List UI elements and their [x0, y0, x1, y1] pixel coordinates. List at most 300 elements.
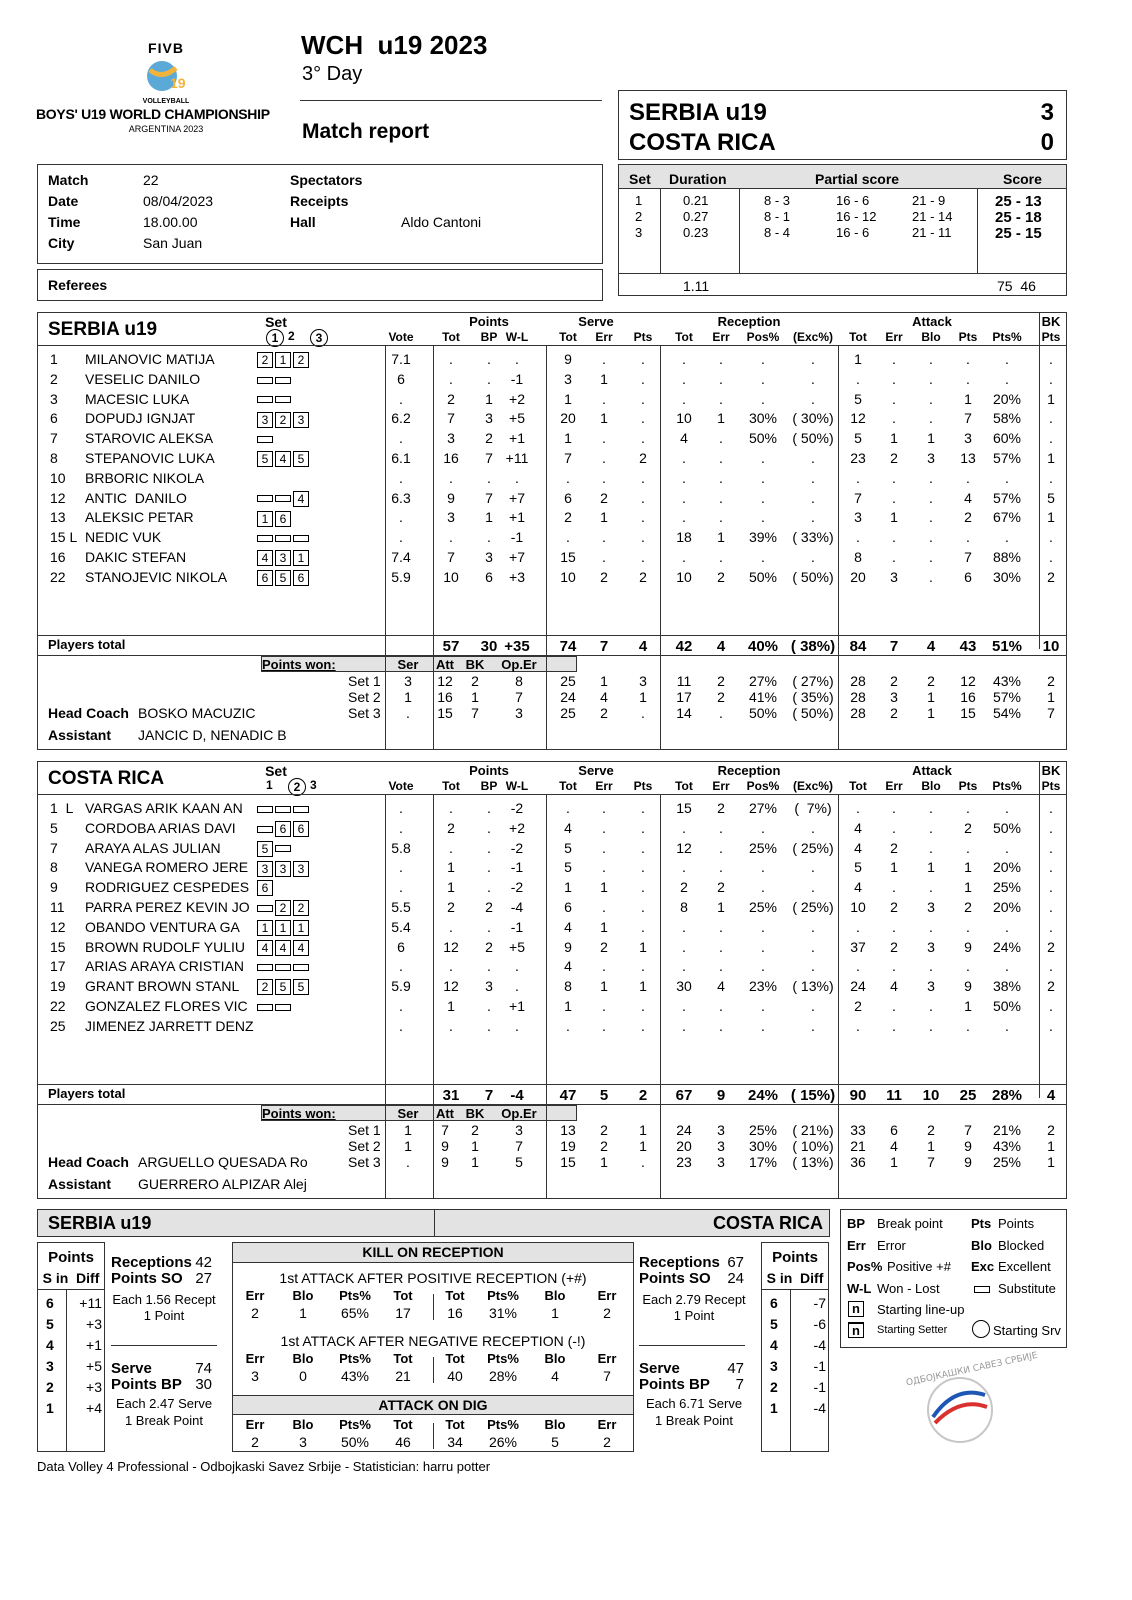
stat-cell: .: [811, 370, 815, 387]
stat-cell: .: [761, 1017, 765, 1034]
match-time: 18.00.00: [143, 214, 198, 230]
kill-on-reception-box: KILL ON RECEPTION 1st ATTACK AFTER POSITIVE RECEPTION (+#) 1st ATTACK AFTER NEGATIVE RECEPTION (-!) ATTACK ON DIG Err 2 Blo 1 Pts% 65% Tot 17 Tot 16 Pts% 31% Blo 1 Err 2 Err 3 Blo 0 Pts% 43% Tot 21 Tot 40 Pts% 28% Blo 4 Err 7 Err 2 Blo 3 Pts% 50% Tot 46 Tot 34 Pts% 26% Blo 5 Err 2: [232, 1242, 634, 1452]
kill-stat: 46: [395, 1434, 411, 1450]
total-cell: 5: [599, 1087, 609, 1104]
player-name: ANTIC DANILO: [85, 489, 187, 506]
player-name: GONZALEZ FLORES VIC: [85, 998, 248, 1014]
assistant-coach: JANCIC D, NENADIC B: [138, 727, 287, 743]
serbia-reception-summary: Receptions 42 Points SO 27 Each 1.56 Recept 1 Point Serve 74 Points BP 30 Each 2.47 Serve 1 Break Point: [111, 1254, 216, 1428]
stat-cell: .: [487, 918, 491, 935]
set-p2: 16 - 6: [836, 193, 870, 208]
total-cell: 7: [889, 638, 899, 655]
stat-cell: .: [515, 958, 519, 975]
stat-cell: .: [761, 509, 765, 526]
player-sets: 4 4 4: [256, 939, 310, 956]
stat-cell: .: [929, 879, 933, 896]
stat-cell: .: [602, 958, 606, 975]
stat-cell: 3: [485, 549, 493, 565]
stat-cell: 2: [717, 568, 725, 585]
kill-stat: 26%: [488, 1434, 518, 1450]
stat-cell: 20: [850, 568, 866, 585]
stat-cell: 7: [485, 489, 493, 506]
day-label: 3° Day: [302, 63, 363, 85]
total-cell: 9: [716, 1087, 726, 1104]
player-sets: 4: [256, 490, 310, 507]
stat-cell: .: [566, 1017, 570, 1034]
stat-cell: 7: [447, 410, 455, 427]
stat-cell: 4: [854, 839, 862, 856]
stat-cell: 2: [964, 509, 972, 526]
stat-cell: .: [399, 529, 403, 546]
logo-title: BOYS' U19 WORLD CHAMPIONSHIP: [36, 106, 270, 122]
match-city: San Juan: [143, 235, 203, 251]
stat-cell: .: [515, 469, 519, 486]
stat-cell: 2: [964, 819, 972, 836]
player-name: PARRA PEREZ KEVIN JO: [85, 899, 250, 915]
player-sets: 4 3 1: [256, 549, 310, 566]
stat-cell: .: [641, 839, 645, 856]
stat-cell: 1: [564, 879, 572, 896]
stat-cell: 5: [854, 859, 862, 876]
stat-cell: -2: [510, 839, 524, 856]
stat-cell: .: [811, 549, 815, 565]
stat-cell: .: [1049, 370, 1053, 387]
total-cell: -4: [510, 1087, 524, 1104]
stat-cell: .: [602, 899, 606, 915]
stat-cell: .: [892, 800, 896, 816]
stat-cell: 3: [447, 430, 455, 447]
player-number: 8: [50, 859, 58, 876]
player-name: BROWN RUDOLF YULIU: [85, 938, 245, 955]
stat-cell: 2: [890, 839, 898, 856]
stat-cell: .: [449, 370, 453, 387]
player-number: 1 L: [50, 800, 74, 816]
stat-cell: 1: [639, 978, 647, 995]
stat-cell: 3: [927, 899, 935, 915]
stat-cell: ( 7%): [794, 800, 832, 816]
stat-cell: .: [641, 1017, 645, 1034]
kill-stat: 16: [447, 1305, 463, 1321]
stat-cell: .: [719, 450, 723, 466]
stat-cell: .: [1049, 998, 1053, 1014]
total-cell: 30: [480, 638, 498, 655]
stat-cell: .: [487, 958, 491, 975]
stat-cell: .: [719, 390, 723, 407]
stat-cell: .: [641, 410, 645, 427]
stat-cell: .: [929, 469, 933, 486]
stat-cell: .: [682, 918, 686, 935]
stat-cell: .: [1049, 549, 1053, 565]
stat-cell: 30: [676, 978, 692, 995]
total-cell: 4: [926, 638, 936, 655]
stat-cell: 5: [1047, 489, 1055, 506]
stat-cell: ( 33%): [792, 529, 834, 546]
stat-cell: -4: [510, 899, 524, 915]
player-name: RODRIGUEZ CESPEDES: [85, 879, 250, 896]
head-coach: BOSKO MACUZIC: [138, 705, 256, 721]
set-p3: 21 - 9: [912, 193, 946, 208]
stat-cell: .: [856, 370, 860, 387]
stat-cell: 4: [564, 958, 572, 975]
player-name: STANOJEVIC NIKOLA: [85, 568, 228, 585]
player-name: DAKIC STEFAN: [85, 549, 187, 565]
stat-cell: 1: [854, 351, 862, 367]
summary-header: [37, 1209, 830, 1237]
stat-cell: 1: [1047, 390, 1055, 407]
stat-cell: 2: [964, 899, 972, 915]
set-mark: 2: [288, 329, 295, 343]
stat-cell: -2: [510, 879, 524, 896]
player-number: 6: [50, 410, 58, 427]
stat-cell: 4: [964, 489, 972, 506]
set-p3: 21 - 14: [912, 209, 953, 224]
team1-sets-won: 3: [1040, 99, 1054, 126]
set-duration: 0.27: [683, 209, 709, 224]
kill-stat: 0: [299, 1368, 307, 1384]
kill-stat: 17: [395, 1305, 411, 1321]
stat-cell: .: [856, 469, 860, 486]
stat-cell: .: [641, 489, 645, 506]
stat-cell: .: [602, 351, 606, 367]
stat-cell: .: [449, 800, 453, 816]
player-name: CORDOBA ARIAS DAVI: [85, 819, 236, 836]
player-number: 13: [50, 509, 66, 526]
set-score: 25 - 15: [995, 225, 1042, 242]
footer-text: Data Volley 4 Professional - Odbojkaski Savez Srbije - Statistician: harru potter: [37, 1459, 491, 1474]
stat-cell: 7: [964, 549, 972, 565]
stat-cell: .: [1049, 958, 1053, 975]
stat-cell: .: [449, 529, 453, 546]
stat-cell: 9: [564, 938, 572, 955]
total-cell: 4: [638, 638, 648, 655]
total-cell: 42: [675, 638, 693, 655]
stat-cell: .: [761, 879, 765, 896]
stat-cell: 2: [485, 430, 493, 447]
stat-cell: -1: [510, 918, 524, 935]
player-number: 16: [50, 549, 66, 565]
total-points: 75 46: [997, 278, 1036, 294]
stat-cell: 1: [447, 879, 455, 896]
stat-cell: 1: [600, 410, 608, 427]
stat-cell: .: [515, 978, 519, 995]
total-cell: 84: [849, 638, 867, 655]
kill-stat: 4: [551, 1368, 559, 1384]
stat-cell: 2: [447, 899, 455, 915]
stat-cell: .: [892, 351, 896, 367]
kill-stat: 31%: [488, 1305, 518, 1321]
stat-cell: +3: [509, 568, 525, 585]
stat-cell: .: [966, 469, 970, 486]
stat-cell: 3: [485, 978, 493, 995]
stat-cell: .: [811, 450, 815, 466]
stat-cell: 12: [443, 978, 459, 995]
stat-cell: .: [966, 918, 970, 935]
stat-cell: .: [641, 430, 645, 447]
match-score-box: [618, 90, 1067, 160]
stat-cell: 1: [639, 938, 647, 955]
stat-cell: .: [856, 918, 860, 935]
stat-cell: 60%: [992, 430, 1022, 447]
stat-cell: 8: [680, 899, 688, 915]
stat-cell: 7.1: [391, 351, 411, 367]
kill-stat: 2: [251, 1305, 259, 1321]
stat-cell: .: [1049, 839, 1053, 856]
player-number: 12: [50, 489, 66, 506]
stat-cell: 5: [854, 430, 862, 447]
stat-cell: .: [892, 529, 896, 546]
stat-cell: 1: [927, 859, 935, 876]
stat-cell: 20: [560, 410, 576, 427]
player-number: 10: [50, 469, 66, 486]
stat-cell: .: [487, 859, 491, 876]
stat-cell: .: [966, 1017, 970, 1034]
stat-cell: 5.4: [391, 918, 411, 935]
stat-cell: 3: [890, 568, 898, 585]
set-duration: 0.23: [683, 225, 709, 240]
stat-cell: +7: [509, 549, 525, 565]
costa-reception-summary: Receptions 67 Points SO 24 Each 2.79 Recept 1 Point Serve 47 Points BP 7 Each 6.71 Serve 1 Break Point: [639, 1254, 746, 1428]
stat-cell: .: [892, 469, 896, 486]
stat-cell: 2: [1047, 978, 1055, 995]
stat-cell: .: [929, 839, 933, 856]
total-cell: 7: [599, 638, 609, 655]
stat-cell: .: [892, 410, 896, 427]
stat-cell: .: [719, 839, 723, 856]
stat-cell: .: [487, 370, 491, 387]
stat-cell: .: [966, 370, 970, 387]
player-name: VANEGA ROMERO JERE: [85, 859, 249, 876]
set-p3: 21 - 11: [912, 225, 952, 240]
stat-cell: .: [682, 819, 686, 836]
player-name: ARAYA ALAS JULIAN: [85, 839, 221, 856]
stat-cell: .: [929, 819, 933, 836]
player-name: ALEKSIC PETAR: [85, 509, 194, 526]
stat-cell: .: [449, 958, 453, 975]
stat-cell: .: [487, 879, 491, 896]
kill-stat: 2: [251, 1434, 259, 1450]
stat-cell: 24: [850, 978, 866, 995]
set-p2: 16 - 12: [836, 209, 877, 224]
stat-cell: 5.9: [391, 978, 411, 995]
set-set: 3: [635, 225, 643, 240]
stat-cell: 1: [890, 430, 898, 447]
player-sets: 5 4 5: [256, 450, 310, 467]
stat-cell: .: [811, 819, 815, 836]
stat-cell: .: [1005, 351, 1009, 367]
kill-stat: 7: [603, 1368, 611, 1384]
match-date: 08/04/2023: [143, 193, 214, 209]
stat-cell: 20%: [992, 859, 1022, 876]
player-number: 3: [50, 390, 58, 407]
page-title: WCH u19 2023: [301, 30, 488, 60]
stat-cell: .: [449, 469, 453, 486]
player-name: NEDIC VUK: [85, 529, 162, 546]
stat-cell: +1: [509, 998, 525, 1014]
stat-cell: 6.2: [391, 410, 411, 427]
player-number: 25: [50, 1017, 66, 1034]
stat-cell: 30%: [748, 410, 778, 427]
stat-cell: .: [761, 351, 765, 367]
match-info-box: Match 22 Date 08/04/2023 Time 18.00.00 City San Juan Spectators Receipts Hall Aldo Cantoni: [37, 164, 603, 264]
stat-cell: .: [641, 819, 645, 836]
substitute-icon: [974, 1286, 990, 1293]
player-sets: [256, 391, 292, 407]
stat-cell: 5: [564, 839, 572, 856]
stat-cell: .: [892, 879, 896, 896]
stat-cell: 6: [397, 938, 405, 955]
stat-cell: 13: [960, 450, 976, 466]
stat-cell: .: [399, 859, 403, 876]
stat-cell: 12: [850, 410, 866, 427]
kill-stat: 34: [447, 1434, 463, 1450]
set-score: 25 - 13: [995, 193, 1042, 210]
player-name: BRBORIC NIKOLA: [85, 469, 205, 486]
stat-cell: 1: [717, 529, 725, 546]
kill-stat: 28%: [488, 1368, 518, 1384]
stat-cell: .: [399, 390, 403, 407]
stat-cell: .: [929, 410, 933, 427]
stat-cell: .: [1005, 800, 1009, 816]
stat-cell: 1: [564, 430, 572, 447]
stat-cell: +1: [509, 509, 525, 526]
stat-cell: .: [1005, 469, 1009, 486]
stat-cell: 2: [485, 938, 493, 955]
player-number: 11: [50, 899, 65, 915]
stat-cell: ( 50%): [792, 430, 834, 447]
total-cell: 57: [442, 638, 460, 655]
stat-cell: .: [929, 918, 933, 935]
stat-cell: 20%: [992, 390, 1022, 407]
stat-cell: .: [682, 549, 686, 565]
stat-cell: .: [929, 529, 933, 546]
stat-cell: 1: [964, 390, 972, 407]
stat-cell: .: [641, 998, 645, 1014]
player-number: 15: [50, 938, 66, 955]
total-cell: 4: [716, 638, 726, 655]
stat-cell: 6: [397, 370, 405, 387]
stat-cell: .: [399, 509, 403, 526]
stat-cell: .: [641, 879, 645, 896]
stat-cell: .: [1005, 1017, 1009, 1034]
stat-cell: .: [761, 450, 765, 466]
stat-cell: .: [811, 859, 815, 876]
assistant-coach: GUERRERO ALPIZAR Alej: [138, 1176, 307, 1192]
stat-cell: .: [892, 370, 896, 387]
stat-cell: .: [1005, 918, 1009, 935]
stat-cell: 2: [854, 998, 862, 1014]
stat-cell: .: [761, 370, 765, 387]
stat-cell: .: [719, 430, 723, 447]
stat-cell: 16: [443, 450, 459, 466]
stat-cell: +5: [509, 410, 525, 427]
stat-cell: .: [682, 1017, 686, 1034]
stat-cell: .: [929, 1017, 933, 1034]
costa-points-by-setter: Points S in Diff 6 -7 5 -6 4 -4 3 -1 2 -1 1 -4: [761, 1242, 829, 1452]
logo-subtitle: ARGENTINA 2023: [128, 124, 204, 134]
set-mark: 3: [310, 329, 328, 347]
stat-cell: .: [719, 938, 723, 955]
stat-cell: 50%: [992, 998, 1022, 1014]
stat-cell: 4: [680, 430, 688, 447]
stat-cell: .: [602, 998, 606, 1014]
player-name: STAROVIC ALEKSA: [85, 430, 214, 447]
stat-cell: 1: [600, 978, 608, 995]
match-number: 22: [143, 172, 159, 188]
stat-cell: +11: [505, 450, 529, 466]
stat-cell: 39%: [748, 529, 778, 546]
player-number: 19: [50, 978, 66, 995]
stat-cell: .: [566, 800, 570, 816]
stat-cell: .: [641, 859, 645, 876]
stat-cell: 2: [890, 938, 898, 955]
kill-stat: 5: [551, 1434, 559, 1450]
stat-cell: 1: [964, 879, 972, 896]
player-number: 5: [50, 819, 58, 836]
stat-cell: 37: [850, 938, 866, 955]
total-cell: 67: [675, 1087, 693, 1104]
stat-cell: 7: [564, 450, 572, 466]
stat-cell: .: [761, 489, 765, 506]
player-sets: [256, 529, 310, 545]
stat-cell: 2: [639, 450, 647, 466]
stat-cell: .: [1049, 430, 1053, 447]
stat-cell: 3: [927, 938, 935, 955]
stat-cell: 1: [485, 390, 493, 407]
total-cell: 74: [559, 638, 577, 655]
stat-cell: 5.8: [391, 839, 411, 856]
stat-cell: 4: [717, 978, 725, 995]
stat-cell: 5.5: [391, 899, 411, 915]
stat-cell: 57%: [992, 489, 1022, 506]
stat-cell: .: [641, 899, 645, 915]
stat-cell: 2: [447, 819, 455, 836]
player-name: ARIAS ARAYA CRISTIAN: [85, 958, 244, 975]
stat-cell: .: [682, 390, 686, 407]
stat-cell: ( 50%): [792, 568, 834, 585]
stat-cell: 2: [447, 390, 455, 407]
total-cell: 90: [849, 1087, 867, 1104]
stat-cell: .: [1049, 529, 1053, 546]
stat-cell: .: [811, 958, 815, 975]
stat-cell: 9: [964, 978, 972, 995]
stat-cell: .: [892, 998, 896, 1014]
stat-cell: 2: [600, 938, 608, 955]
stat-cell: .: [515, 351, 519, 367]
stat-cell: +7: [509, 489, 525, 506]
summary-team2: COSTA RICA: [713, 1213, 823, 1233]
stat-cell: .: [682, 859, 686, 876]
stat-cell: .: [602, 819, 606, 836]
stat-cell: 7: [447, 549, 455, 565]
stat-cell: .: [811, 489, 815, 506]
player-name: DOPUDJ IGNJAT: [85, 410, 196, 427]
stat-cell: .: [1005, 839, 1009, 856]
serbia-stats-table: SERBIA u19 Set 1 2 3 Points Serve Reception Attack BK Vote Tot BP W-L Tot Err Pts Tot Err Pos% (Exc%) Tot Err Blo Pts Pts% Pts 1 MILANOVIC MATIJA 2 1 2 7.1 . . . 9 . . . . . . 1 . . . . . 2 VESELIC DANILO 6 . . -1 3 1 . . . . . . . . . . . 3 MACESIC LUKA . 2 1 +2 1 . . . . . . 5 . . 1 20% 1 6 DOPUDJ IGNJAT 3 2 3 6.2 7 3 +5 20 1 . 10 1 30% ( 30%) 12 . . 7 58% . 7 STAROVIC ALEKSA . 3 2 +1 1 . . 4 . 50% ( 50%) 5 1 1 3 60% . 8 STEPANOVIC LUKA 5 4 5 6.1 16 7 +11 7 . 2 . . . . 23 2 3 13 57% 1 10 BRBORIC NIKOLA . . . . . . . . . . . . . . . . . 12 ANTIC DANILO 4 6.3 9 7 +7 6 2 . . . . . 7 . . 4 57% 5 13 ALEKSIC PETAR 1 6 . 3 1 +1 2 1 . . . . . 3 1 . 2 67% 1 15 L NEDIC VUK . . . -1 . . . 18 1 39% ( 33%) . . . . . . 16 DAKIC STEFAN 4 3 1 7.4 7 3 +7 15 . . . . . . 8 . . 7 88% . 22 STANOJEVIC NIKOLA 6 5 6 5.9 10 6 +3 10 2 2 10 2 50% ( 50%) 20 3 . 6 30% 2 Players total 57 30 +35 74 7 4 42 4 40% ( 38%) 84 7 4 43 51% 10 Points won: Ser Att BK Op.Er Set 1 3 12 2 8 25 1 3 11 2 27% ( 27%) 28 2 2 12 43% 2 Set 2 1 16 1 7 24 4 1 17 2 41% ( 35%) 28 3 1 16 57% 1 Set 3 . 15 7 3 25 2 . 14 . 50% ( 50%) 28 2 1 15 54% 7 Head Coach BOSKO MACUZIC Assistant JANCIC D, NENADIC B: [37, 312, 1067, 750]
stat-cell: 1: [600, 918, 608, 935]
stat-cell: 25%: [992, 879, 1022, 896]
stat-cell: 1: [447, 998, 455, 1014]
stat-cell: .: [892, 489, 896, 506]
stat-cell: .: [602, 859, 606, 876]
player-name: MILANOVIC MATIJA: [85, 351, 215, 367]
stat-cell: .: [1005, 370, 1009, 387]
set-p1: 8 - 3: [764, 193, 791, 208]
stat-cell: 50%: [992, 819, 1022, 836]
kill-stat: 43%: [340, 1368, 370, 1384]
set-p1: 8 - 4: [764, 225, 791, 240]
total-cell: ( 38%): [790, 638, 836, 655]
team-name: COSTA RICA: [48, 768, 165, 789]
